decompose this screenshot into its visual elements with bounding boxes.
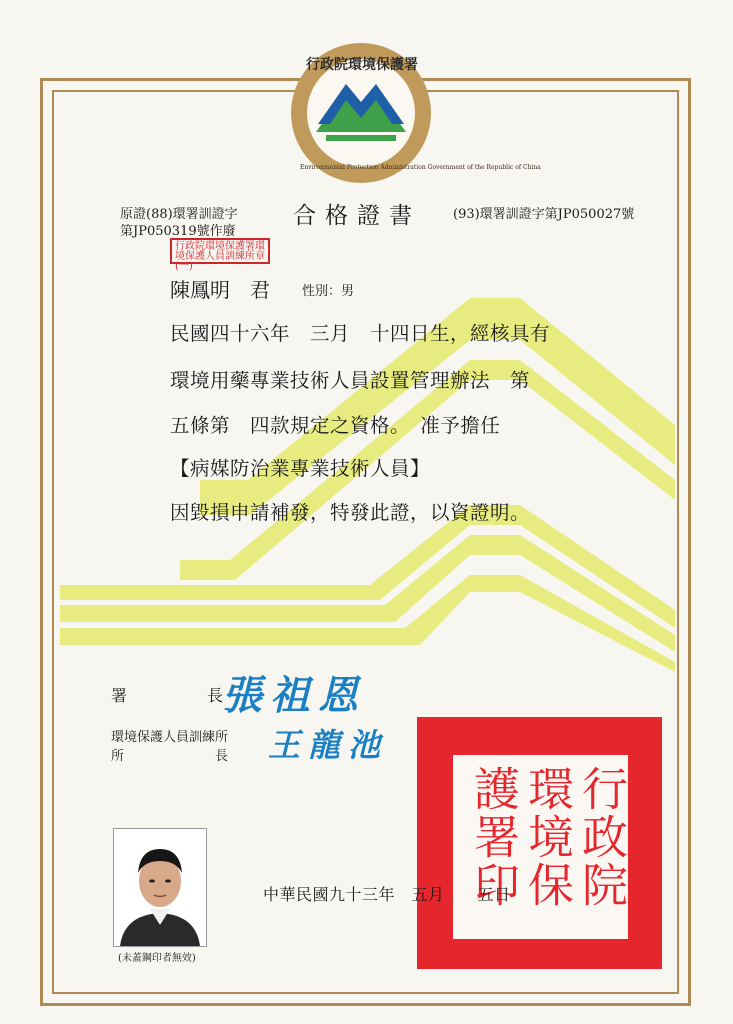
original-cert-line-1: 原證(88)環署訓證字 [120,207,238,222]
institute-director-signature: 王龍池 [268,726,389,764]
emblem-top-text: 行政院環境保護署 [306,57,418,73]
seal-text: 行政院環境保護署印 [467,765,629,909]
body-line-5: 因毀損申請補發，特發此證，以資證明。 [170,501,531,524]
original-certificate-note [120,206,238,240]
original-cert-line-2: 第JP050319號作廢 [120,224,236,239]
photo-validity-note: (未蓋鋼印者無效) [118,953,196,964]
official-red-seal [417,717,662,969]
certificate-title: 合格證書 [293,203,421,229]
emblem-ring-text: Environmental Protection Administration Government of the Republic of China [300,164,541,171]
body-line-2: 環境用藥專業技術人員設置管理辦法 第 [170,369,531,392]
institute-label-line-2: 所 長 [111,749,229,764]
director-label: 署 長 [111,686,224,705]
holder-gender: 性別：男 [302,284,355,299]
issue-date: 中華民國九十三年 五月 五日 [263,885,511,904]
portrait-image [114,829,206,946]
institute-label-line-1: 環境保護人員訓練所 [111,730,229,745]
body-line-4: 【病媒防治業專業技術人員】 [170,457,431,480]
certificate-number: (93)環署訓證字第JP050027號 [453,207,635,222]
body-line-1: 民國四十六年 三月 十四日生，經核具有 [170,322,551,345]
body-line-3: 五條第 四款規定之資格。 准予擔任 [170,414,501,437]
holder-photo [113,828,207,947]
holder-name: 陳鳳明 君 [170,278,270,302]
director-signature: 張祖恩 [222,672,366,719]
small-red-stamp: 行政院環境保護署環境保護人員訓練所章(一) [170,238,270,264]
